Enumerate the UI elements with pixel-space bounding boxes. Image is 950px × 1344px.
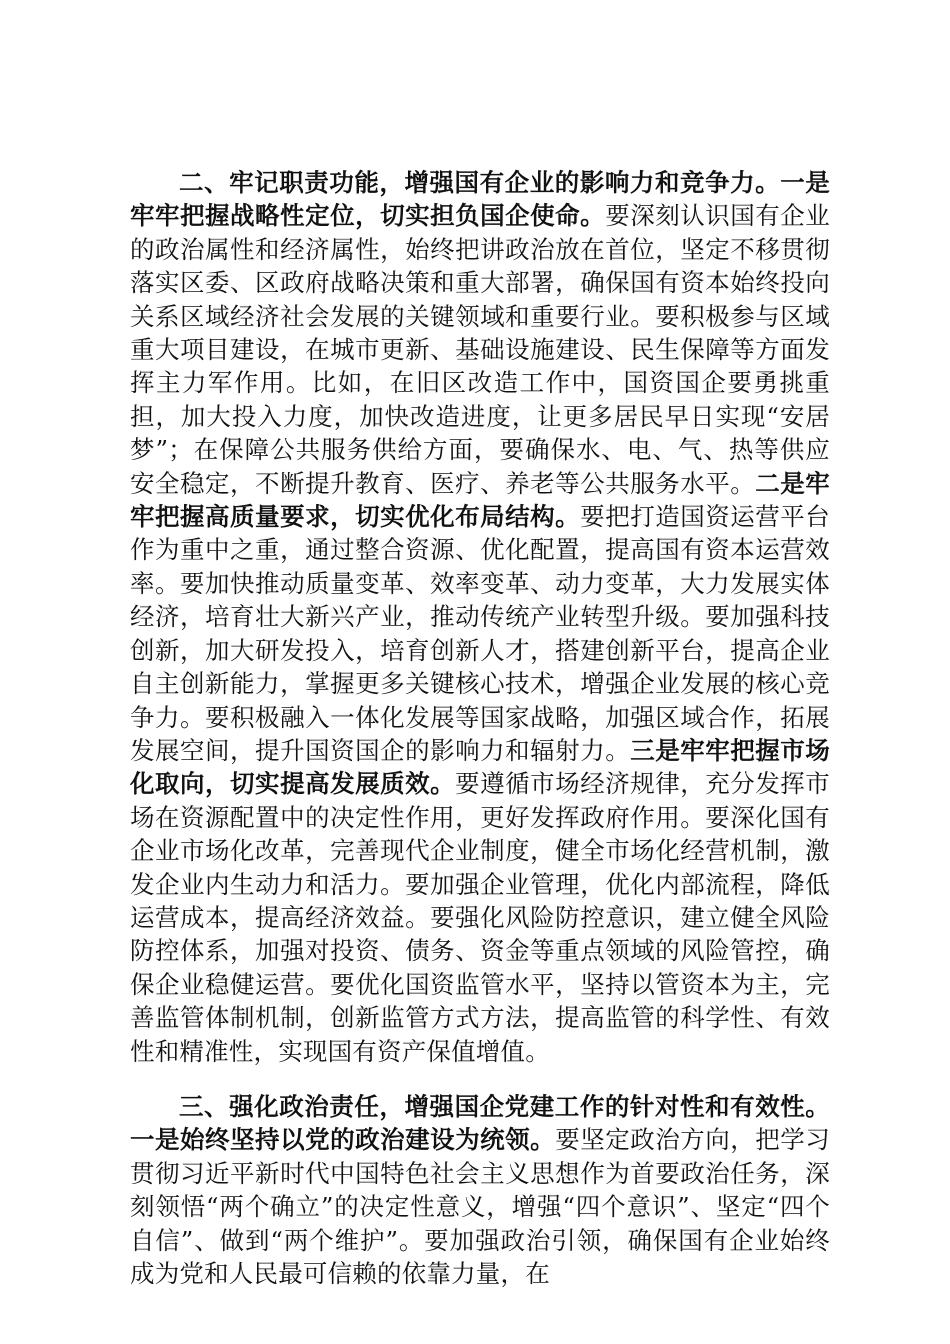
section-three-point-one-text: 要坚定政治方向，把学习贯彻习近平新时代中国特色社会主义思想作为首要政治任务，深刻领悟“两个确立”的决定性意义，增强“四个意识”、坚定“四个自信”、做到“两个维护”。要加强政治引领，确保国有企业始终成为党和人民最可信赖的依靠力量，在 [130, 1125, 830, 1288]
section-two-heading: 二、牢记职责功能，增强国有企业的影响力和竞争力。 [179, 168, 781, 197]
section-three-paragraph [130, 1090, 830, 1290]
point-two-lead: 二是牢牢把握高质量要求，切实优化布局结构。 [130, 468, 831, 532]
point-three-lead: 三是牢牢把握市场化取向，切实提高发展质效。 [130, 735, 830, 799]
point-two-text: 要把打造国资运营平台作为重中之重，通过整合资源、优化配置，提高国有资本运营效率。要加快推动质量变革、效率变革、动力变革，大力发展实体经济，培育壮大新兴产业，推动传统产业转型升级。要加强科技创新，加大研发投入，培育创新人才，搭建创新平台，提高企业自主创新能力，掌握更多关键核心技术，增强企业发展的核心竞争力。要积极融入一体化发展等国家战略，加强区域合作，拓展发展空间，提升国资国企的影响力和辐射力。 [130, 502, 830, 765]
section-three-point-one-lead: 一是始终坚持以党的政治建设为统领。 [130, 1125, 556, 1155]
point-one-text: 要深刻认识国有企业的政治属性和经济属性，始终把讲政治放在首位，坚定不移贯彻落实区委、区政府战略决策和重大部署，确保国有资本始终投向关系区域经济社会发展的关键领域和重要行业。要积极参与区域重大项目建设，在城市更新、基础设施建设、民生保障等方面发挥主力军作用。比如，在旧区改造工作中，国资国企要勇挑重担，加大投入力度，加快改造进度，让更多居民早日实现“安居梦”；在保障公共服务供给方面，要确保水、电、气、热等供应安全稳定，不断提升教育、医疗、养老等公共服务水平。 [130, 201, 830, 498]
document-page [130, 166, 830, 1290]
section-two-paragraph [130, 166, 830, 1068]
point-three-text: 要遵循市场经济规律，充分发挥市场在资源配置中的决定性作用，更好发挥政府作用。要深化国有企业市场化改革，完善现代企业制度，健全市场化经营机制，激发企业内生动力和活力。要加强企业管理，优化内部流程，降低运营成本，提高经济效益。要强化风险防控意识，建立健全风险防控体系，加强对投资、债务、资金等重点领域的风险管控，确保企业稳健运营。要优化国资监管水平，坚持以管资本为主，完善监管体制机制，创新监管方式方法，提高监管的科学性、有效性和精准性，实现国有资产保值增值。 [130, 769, 830, 1066]
point-one-lead: 一是牢牢把握战略性定位，切实担负国企使命。 [130, 168, 830, 231]
section-three-heading: 三、强化政治责任，增强国企党建工作的针对性和有效性。 [179, 1091, 830, 1121]
